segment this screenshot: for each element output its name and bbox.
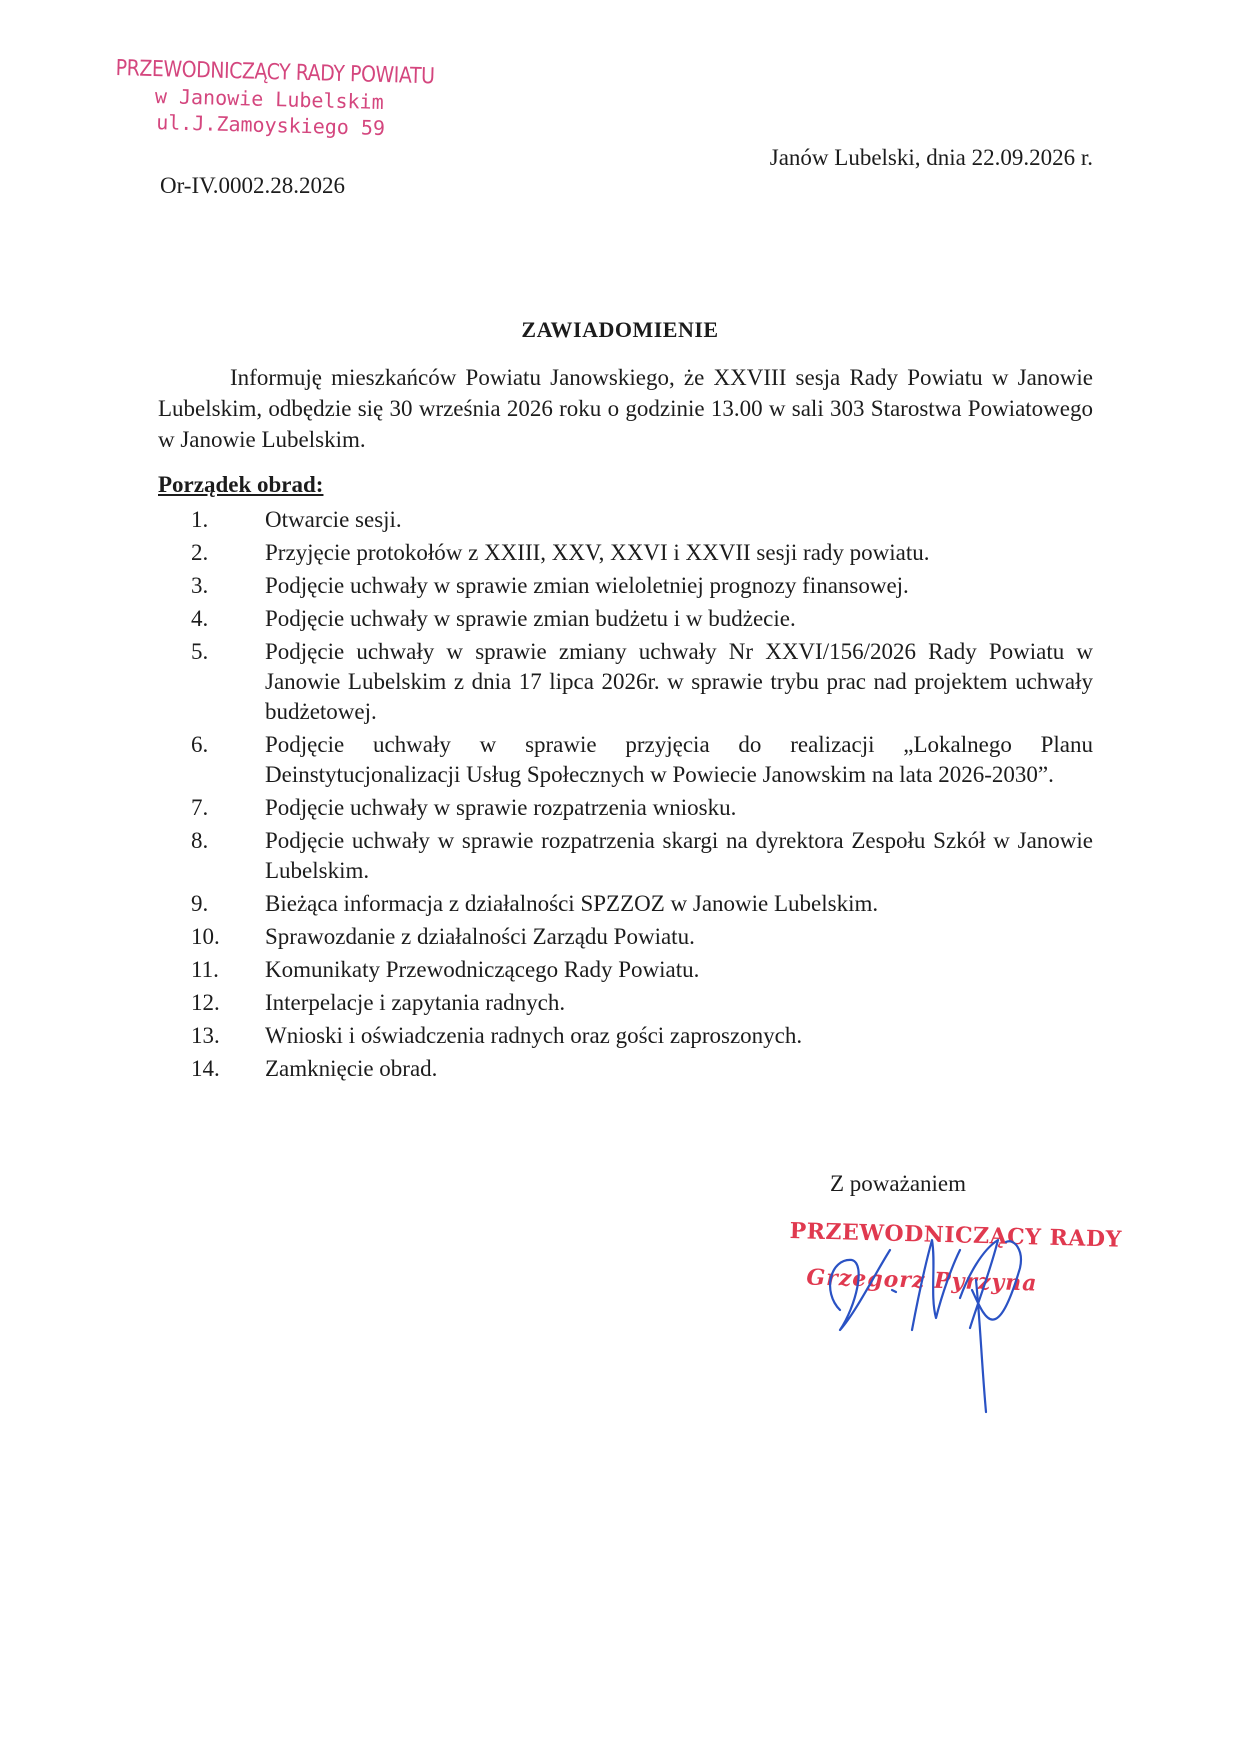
agenda-item <box>158 826 1093 886</box>
header-stamp-line-1: PRZEWODNICZĄCY RADY POWIATU <box>115 56 435 90</box>
agenda-item-number: 11. <box>191 957 219 982</box>
agenda-item <box>158 922 1093 952</box>
agenda-item-text: Zamknięcie obrad. <box>265 1056 438 1081</box>
agenda-item-text: Sprawozdanie z działalności Zarządu Powiatu. <box>265 924 695 949</box>
agenda-item-text: Przyjęcie protokołów z XXIII, XXV, XXVI i XXVII sesji rady powiatu. <box>265 540 930 565</box>
agenda-item-number: 13. <box>191 1023 220 1048</box>
agenda-item <box>158 889 1093 919</box>
intro-paragraph: Informuję mieszkańców Powiatu Janowskiego, że XXVIII sesja Rady Powiatu w Janowie Lubelskim, odbędzie się 30 września 2026 roku o godzinie 13.00 w sali 303 Starostwa Powiatowego w Janowie Lubelskim. <box>158 365 1093 452</box>
place-and-date: Janów Lubelski, dnia 22.09.2026 r. <box>769 145 1093 170</box>
header-stamp-line-2: w Janowie Lubelskim <box>154 84 384 115</box>
agenda-item-number: 2. <box>191 540 209 565</box>
agenda-item-number: 8. <box>191 828 209 853</box>
agenda-item-text: Podjęcie uchwały w sprawie przyjęcia do realizacji „Lokalnego Planu Deinstytucjonalizacji Usług Społecznych w Powiecie Janowskim na lata 2026-2030”. <box>265 732 1093 787</box>
agenda-item <box>158 730 1093 790</box>
agenda-item <box>158 793 1093 823</box>
agenda-item-number: 3. <box>191 573 209 598</box>
agenda-item-text: Podjęcie uchwały w sprawie rozpatrzenia skargi na dyrektora Zespołu Szkół w Janowie Lubelskim. <box>265 828 1093 883</box>
agenda-item <box>158 988 1093 1018</box>
agenda-item-number: 4. <box>191 606 209 631</box>
agenda-item-text: Podjęcie uchwały w sprawie zmiany uchwały Nr XXVI/156/2026 Rady Powiatu w Janowie Lubelskim z dnia 17 lipca 2026r. w sprawie trybu prac nad projektem uchwały budżetowej. <box>265 639 1093 724</box>
signature-stamp-title: PRZEWODNICZĄCY RADY <box>789 1218 1123 1253</box>
agenda-item <box>158 955 1093 985</box>
agenda-item-number: 10. <box>191 924 220 949</box>
agenda-item-number: 9. <box>191 891 209 916</box>
agenda-list <box>158 505 1093 1087</box>
agenda-item-text: Podjęcie uchwały w sprawie rozpatrzenia wniosku. <box>265 795 737 820</box>
agenda-item-text: Komunikaty Przewodniczącego Rady Powiatu. <box>265 957 700 982</box>
agenda-item-text: Wnioski i oświadczenia radnych oraz gości zaproszonych. <box>265 1023 803 1048</box>
agenda-item <box>158 1021 1093 1051</box>
agenda-item-text: Interpelacje i zapytania radnych. <box>265 990 566 1015</box>
document-title: ZAWIADOMIENIE <box>521 317 719 342</box>
header-stamp-line-3: ul.J.Zamoyskiego 59 <box>155 110 386 141</box>
agenda-item-text: Bieżąca informacja z działalności SPZZOZ w Janowie Lubelskim. <box>265 891 879 916</box>
header-stamp <box>114 56 446 142</box>
agenda-item-number: 1. <box>191 507 209 532</box>
agenda-item-text: Podjęcie uchwały w sprawie zmian wieloletniej prognozy finansowej. <box>265 573 909 598</box>
agenda-heading: Porządek obrad: <box>158 472 324 497</box>
agenda-item-number: 5. <box>191 639 209 664</box>
reference-number: Or-IV.0002.28.2026 <box>160 173 346 198</box>
agenda-item <box>158 604 1093 634</box>
signature-stamp-name: Grzegorz Pyrzyna <box>806 1264 1038 1297</box>
agenda-item-number: 7. <box>191 795 209 820</box>
agenda-item-number: 6. <box>191 732 209 757</box>
agenda-item <box>158 538 1093 568</box>
agenda-item-text: Podjęcie uchwały w sprawie zmian budżetu i w budżecie. <box>265 606 796 631</box>
agenda-item-text: Otwarcie sesji. <box>265 507 402 532</box>
handwritten-signature <box>800 1180 1060 1420</box>
agenda-item <box>158 571 1093 601</box>
agenda-item-number: 12. <box>191 990 220 1015</box>
agenda-item <box>158 505 1093 535</box>
agenda-item <box>158 1054 1093 1084</box>
agenda-item-number: 14. <box>191 1056 220 1081</box>
agenda-item <box>158 637 1093 727</box>
closing-formula: Z poważaniem <box>830 1171 967 1196</box>
